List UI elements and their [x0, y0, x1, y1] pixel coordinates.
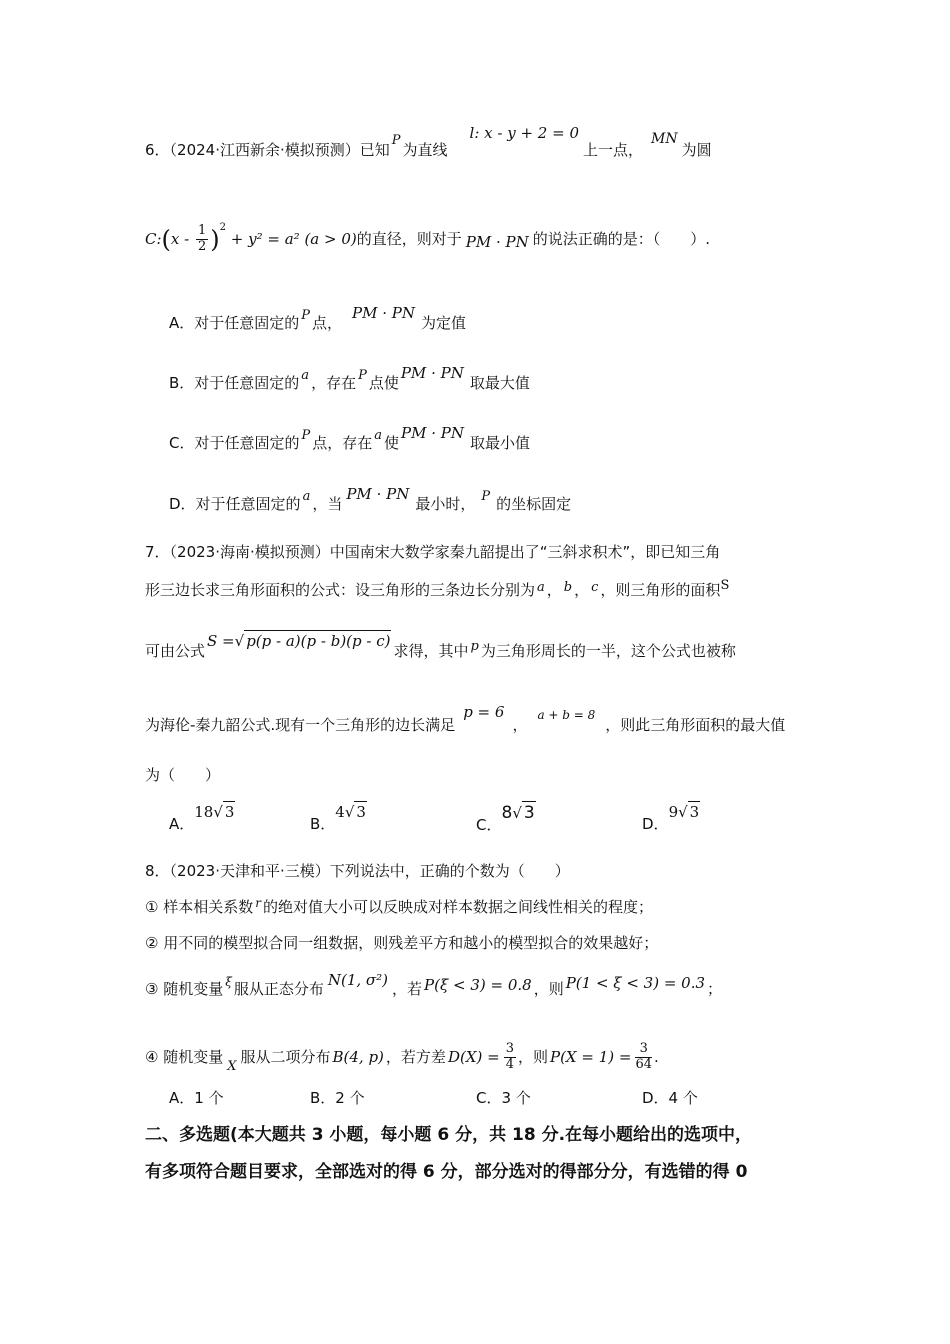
q8-statement-3: ③ 随机变量 $^\xi$ 服从正态分布 N(1, σ²) ，若 P(ξ < 3) = 0.8 ，则 P(1 < ξ < 3) = 0.3 ； [145, 971, 723, 998]
q6-line-equation: l: x - y + 2 = 0 [469, 124, 579, 142]
q7-number: 7． [145, 543, 170, 561]
q6-half-fraction: $\frac{1}{2}$ [197, 223, 207, 254]
q7-line5: 为（ ） [145, 766, 221, 784]
q6-line2: C:(x - $\frac{1}{2}$ )$^2$ + y² = a² (a > 0)的直径，则对于 PM · PN 的说法正确的是：（ ）. [145, 221, 711, 254]
q7-line3: 可由公式S =√ p(p - a)(p - b)(p - c)求得，其中 p 为三角形周长的一半，这个公式也被称 [145, 632, 736, 660]
section2-heading-line1: 二、多选题(本大题共 3 小题，每小题 6 分，共 18 分.在每小题给出的选项中， [145, 1125, 753, 1145]
q8-option-b: B．2 个 [310, 1089, 365, 1107]
q6-circle-rest: + y² = a² (a > 0) [230, 229, 357, 248]
q8-statement-1: ① 样本相关系数 $^r$ 的绝对值大小可以反映成对样本数据之间线性相关的程度； [145, 896, 653, 916]
q6-source: （2024·江西新余·模拟预测） [169, 141, 360, 159]
q8-source: （2023·天津和平·三模） [169, 862, 330, 880]
q8-line1: 8．（2023·天津和平·三模）下列说法中，正确的个数为（ ） [145, 862, 570, 880]
q8-option-a: A．1 个 [169, 1089, 224, 1107]
q7-line4: 为海伦-秦九韶公式.现有一个三角形的边长满足p = 6，$^{a + b = 8}$，则此三角形面积的最大值 [145, 703, 786, 734]
q6-option-d: D．对于任意固定的 a ，当PM · PN最小时， P 的坐标固定 [169, 485, 572, 513]
q6-number: 6． [145, 141, 170, 159]
q7-line1: 7．（2023·海南·模拟预测）中国南宋大数学家秦九韶提出了“三斜求积术”，即已知三角 [145, 543, 721, 561]
q7-formula: S =√ p(p - a)(p - b)(p - c) [207, 632, 391, 650]
q8-number: 8． [145, 862, 170, 880]
q7-option-c: C．8√ 3 [476, 803, 535, 834]
q7-option-a: A．18√ 3 [169, 803, 235, 833]
q7-source: （2023·海南·模拟预测） [169, 543, 330, 561]
q8-statement-4: ④ 随机变量X服从二项分布 B(4, p) ，若方差 D(X) = $\frac{3}{4}$ ，则 P(X = 1) = $\frac{3}{64}$ . [145, 1041, 659, 1074]
q8-statement-2: ② 用不同的模型拟合同一组数据，则残差平方和越小的模型拟合的效果越好； [145, 934, 659, 952]
q8-variance-fraction: $\frac{3}{4}$ [505, 1041, 514, 1072]
q7-option-b: B．4√ 3 [310, 803, 366, 833]
q6-option-c: C．对于任意固定的 P 点，存在 a 使PM · PN取最小值 [169, 424, 531, 452]
q6-line1: 6．（2024·江西新余·模拟预测）已知P为直线l: x - y + 2 = 0上一点，MN为圆 [145, 124, 712, 159]
section2-heading-line2: 有多项符合题目要求，全部选对的得 6 分，部分选对的得部分分，有选错的得 0 [145, 1162, 748, 1182]
q8-option-c: C．3 个 [476, 1089, 531, 1107]
q8-option-d: D．4 个 [642, 1089, 698, 1107]
q6-option-b: B．对于任意固定的 a ，存在 P 点使PM · PN取最大值 [169, 364, 530, 392]
q6-dot-product: PM · PN [465, 232, 529, 251]
q6-option-a: A．对于任意固定的 P 点，PM · PN为定值 [169, 304, 467, 332]
q7-line2: 形三边长求三角形面积的公式：设三角形的三条边长分别为 a ， b ， c ，则三角形的面积S [145, 578, 730, 599]
q8-probability-fraction: $\frac{3}{64}$ [635, 1041, 652, 1072]
q7-option-d: D．9√ 3 [642, 803, 700, 833]
